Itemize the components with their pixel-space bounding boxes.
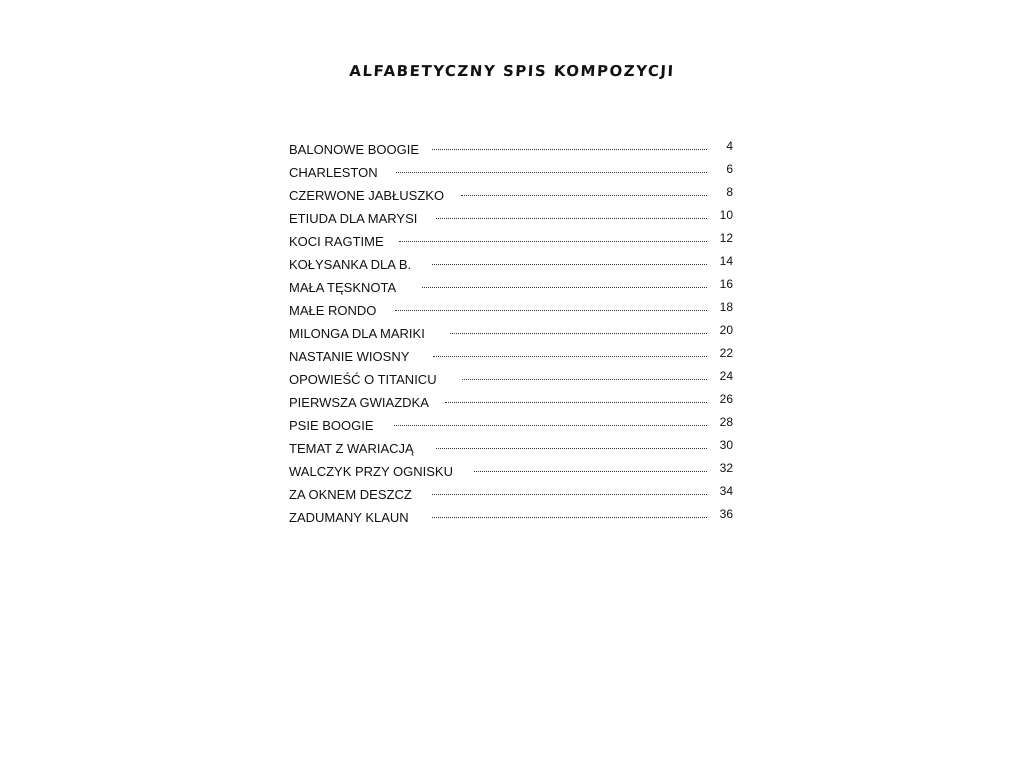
toc-row <box>289 438 733 461</box>
dot-leader <box>462 379 707 380</box>
toc-entry-page: 8 <box>726 185 733 199</box>
toc-entry-title: PIERWSZA GWIAZDKA <box>289 395 429 410</box>
toc-entry-title: KOCI RAGTIME <box>289 234 384 249</box>
toc-row <box>289 254 733 277</box>
toc-row <box>289 139 733 162</box>
toc-row <box>289 323 733 346</box>
dot-leader <box>432 149 707 150</box>
dot-leader <box>432 264 707 265</box>
toc-row <box>289 461 733 484</box>
toc-entry-page: 24 <box>719 369 733 383</box>
toc-entry-title: WALCZYK PRZY OGNISKU <box>289 464 453 479</box>
toc-entry-page: 26 <box>719 392 733 406</box>
toc-entry-title: ZADUMANY KLAUN <box>289 510 409 525</box>
toc-row <box>289 507 733 530</box>
dot-leader <box>399 241 707 242</box>
toc-entry-page: 12 <box>719 231 733 245</box>
toc-row <box>289 484 733 507</box>
toc-entry-title: CHARLESTON <box>289 165 378 180</box>
toc-row <box>289 162 733 185</box>
toc-entry-page: 32 <box>719 461 733 475</box>
toc-entry-title: OPOWIEŚĆ O TITANICU <box>289 372 437 387</box>
toc-entry-title: CZERWONE JABŁUSZKO <box>289 188 445 203</box>
toc-entry-page: 6 <box>726 162 733 176</box>
dot-leader <box>432 517 707 518</box>
toc-entry-page: 30 <box>719 438 733 452</box>
toc-entry-page: 16 <box>719 277 733 291</box>
toc-row <box>289 277 733 300</box>
toc-row <box>289 346 733 369</box>
toc-row <box>289 208 733 231</box>
toc-entry-page: 4 <box>726 139 733 153</box>
toc-entry-title: NASTANIE WIOSNY <box>289 349 410 364</box>
dot-leader <box>450 333 707 334</box>
toc-entry-title: PSIE BOOGIE <box>289 418 374 433</box>
dot-leader <box>436 218 707 219</box>
toc-entry-page: 20 <box>719 323 733 337</box>
dot-leader <box>422 287 707 288</box>
toc-entry-title: MAŁA TĘSKNOTA <box>289 280 397 295</box>
toc-entry-title: ZA OKNEM DESZCZ <box>289 487 412 502</box>
toc-entry-title: MILONGA DLA MARIKI <box>289 326 425 341</box>
toc-entry-page: 36 <box>719 507 733 521</box>
table-of-contents <box>289 139 733 530</box>
toc-entry-page: 22 <box>719 346 733 360</box>
toc-entry-page: 34 <box>719 484 733 498</box>
toc-entry-title: ETIUDA DLA MARYSI <box>289 211 418 226</box>
dot-leader <box>461 195 707 196</box>
toc-row <box>289 415 733 438</box>
page-title: ALFABETYCZNY SPIS KOMPOZYCJI <box>348 62 676 80</box>
toc-entry-page: 10 <box>719 208 733 222</box>
toc-entry-page: 18 <box>719 300 733 314</box>
dot-leader <box>394 425 707 426</box>
toc-row <box>289 231 733 254</box>
dot-leader <box>396 172 707 173</box>
dot-leader <box>432 494 707 495</box>
toc-row <box>289 185 733 208</box>
dot-leader <box>395 310 707 311</box>
toc-entry-page: 28 <box>719 415 733 429</box>
toc-entry-title: BALONOWE BOOGIE <box>289 142 420 157</box>
toc-row <box>289 369 733 392</box>
dot-leader <box>474 471 707 472</box>
dot-leader <box>433 356 707 357</box>
dot-leader <box>436 448 707 449</box>
toc-row <box>289 300 733 323</box>
toc-entry-title: TEMAT Z WARIACJĄ <box>289 441 414 456</box>
toc-entry-title: KOŁYSANKA DLA B. <box>289 257 412 272</box>
dot-leader <box>445 402 707 403</box>
toc-entry-page: 14 <box>719 254 733 268</box>
toc-row <box>289 392 733 415</box>
toc-entry-title: MAŁE RONDO <box>289 303 377 318</box>
